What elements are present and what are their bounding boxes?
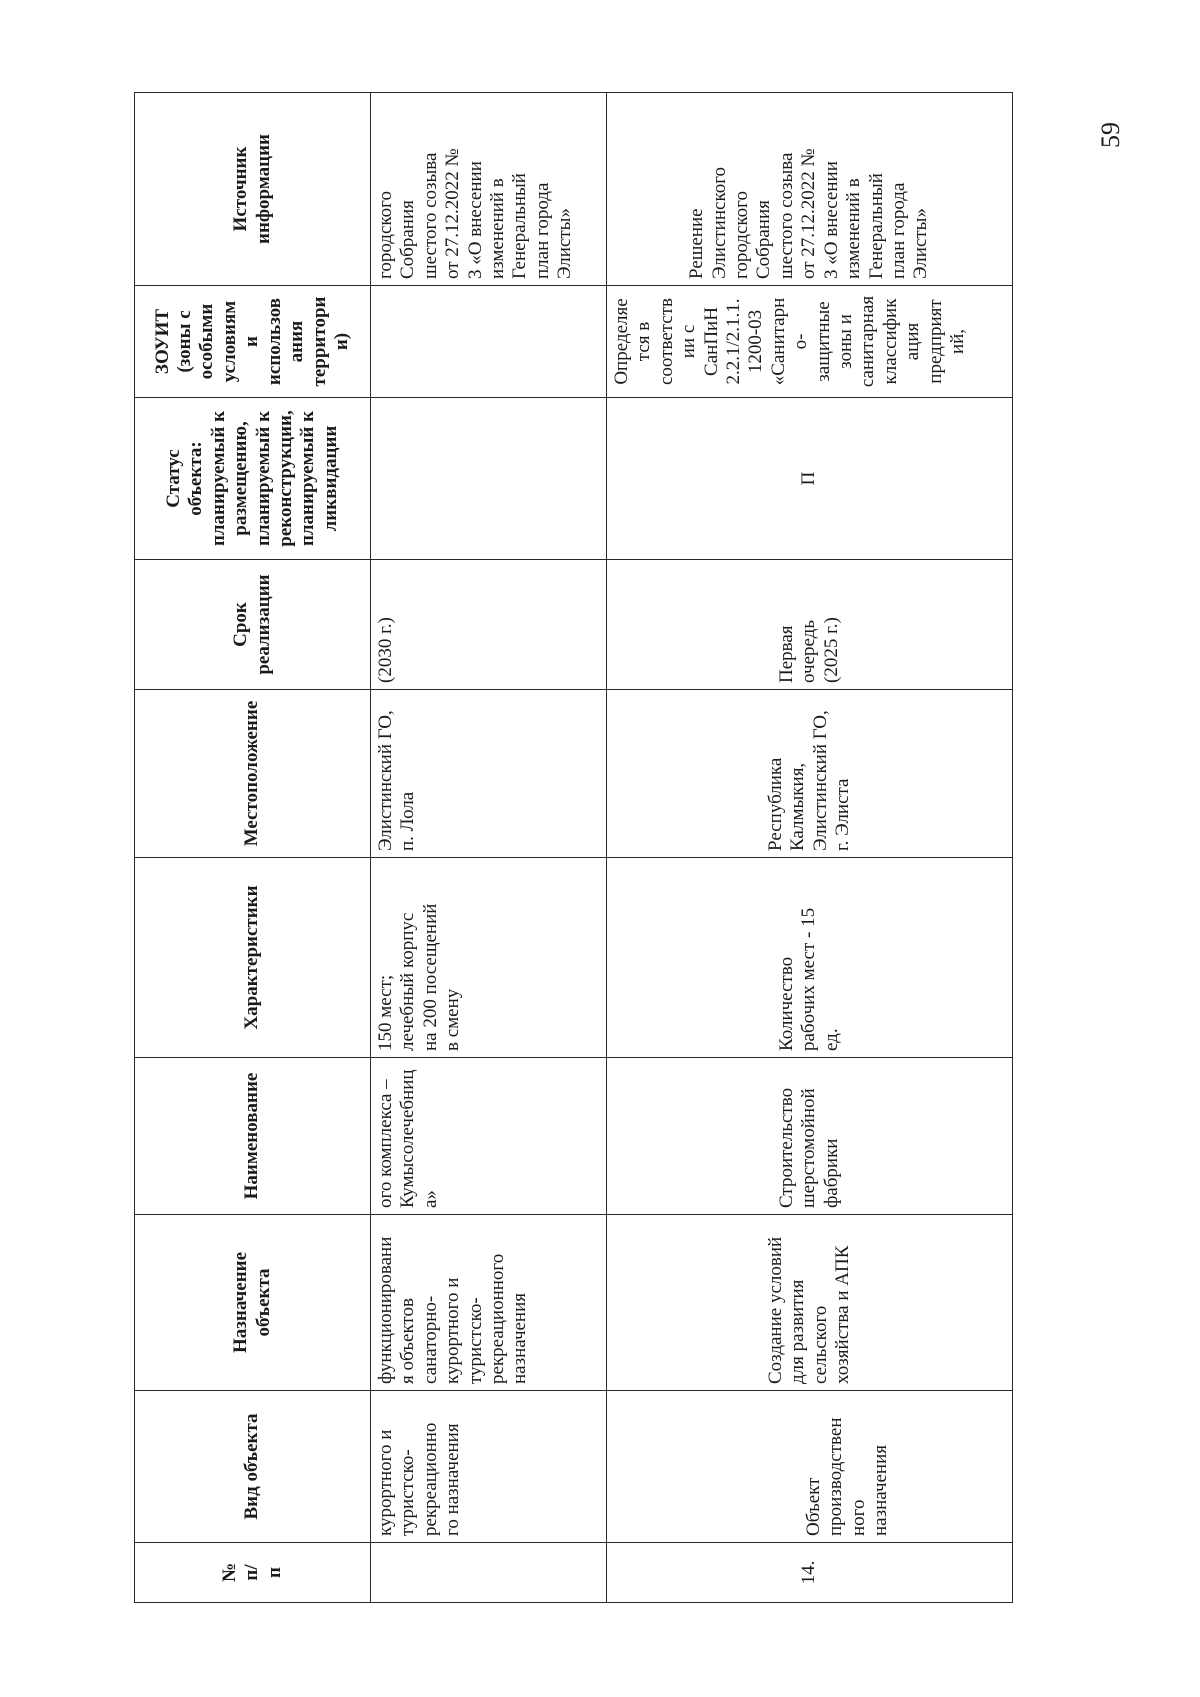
cell-purpose: Создание условий для развития сельского хозяйства и АПК <box>607 1215 1013 1391</box>
header-characteristics: Характеристики <box>135 858 371 1058</box>
cell-number <box>371 1543 607 1603</box>
table-row <box>371 93 607 1603</box>
cell-number: 14. <box>607 1543 1013 1603</box>
cell-zouit <box>371 286 607 398</box>
rotated-page-content <box>134 93 1066 1603</box>
cell-term: (2030 г.) <box>371 560 607 690</box>
header-location: Местоположение <box>135 690 371 858</box>
header-zouit: ЗОУИТ (зоны с особыми условиям и использов ания территори и) <box>135 286 371 398</box>
cell-object-type: курортного и туристско- рекреационно го назначения <box>371 1391 607 1543</box>
table-header-row <box>135 93 371 1603</box>
cell-purpose: функционировани я объектов санаторно- курортного и туристско- рекреационного назначения <box>371 1215 607 1391</box>
cell-characteristics: Количество рабочих мест - 15 ед. <box>607 858 1013 1058</box>
cell-name: ого комплекса – Кумысолечебниц а» <box>371 1058 607 1215</box>
page-number: 59 <box>1096 122 1125 148</box>
cell-zouit: Определяе тся в соответств ии с СанПиН 2.2.1/2.1.1. 1200-03 «Санитарн о- защитные зоны и санитарная классифик ация предприят ий, <box>607 286 1013 398</box>
planned-objects-table <box>134 92 1013 1603</box>
header-purpose: Назначение объекта <box>135 1215 371 1391</box>
header-source: Источник информации <box>135 93 371 286</box>
header-status: Статус объекта: планируемый к размещению, планируемый к реконструкции, планируемый к ликвидации <box>135 398 371 560</box>
cell-location: Республика Калмыкия, Элистинский ГО, г. Элиста <box>607 690 1013 858</box>
cell-source: Решение Элистинского городского Собрания шестого созыва от 27.12.2022 № 3 «О внесении изменений в Генеральный план города Элисты» <box>607 93 1013 286</box>
cell-source: городского Собрания шестого созыва от 27.12.2022 № 3 «О внесении изменений в Генеральный план города Элисты» <box>371 93 607 286</box>
cell-location: Элистинский ГО, п. Лола <box>371 690 607 858</box>
header-term: Срок реализации <box>135 560 371 690</box>
cell-object-type: Объект производствен ного назначения <box>607 1391 1013 1543</box>
cell-status: П <box>607 398 1013 560</box>
table-row <box>607 93 1013 1603</box>
header-object-type: Вид объекта <box>135 1391 371 1543</box>
cell-term: Первая очередь (2025 г.) <box>607 560 1013 690</box>
cell-status <box>371 398 607 560</box>
cell-name: Строительство шерстомойной фабрики <box>607 1058 1013 1215</box>
header-name: Наименование <box>135 1058 371 1215</box>
header-number: № п/ п <box>135 1543 371 1603</box>
cell-characteristics: 150 мест; лечебный корпус на 200 посещений в смену <box>371 858 607 1058</box>
